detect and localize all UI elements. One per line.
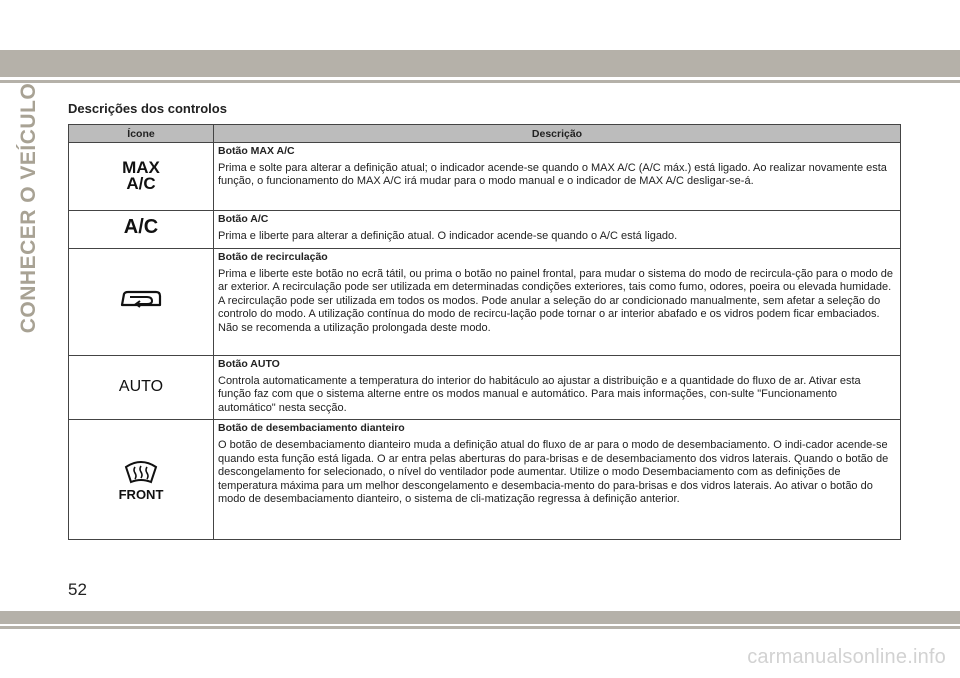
- controls-table: [68, 124, 901, 540]
- footer-band-line: [0, 626, 960, 629]
- row-title: Botão AUTO: [218, 358, 280, 370]
- row-title: Botão de recirculação: [218, 251, 328, 263]
- row-description: Prima e solte para alterar a definição atual; o indicador acende-se quando o MAX A/C (A/C máx.) está ligado. Ao realizar novamente esta função, o funcionamento do MAX A/C irá mudar para o modo manual e o indicador de MAX A/C desligar-se-á.: [218, 161, 887, 188]
- icon-cell: [69, 211, 214, 249]
- table-row: [69, 143, 901, 211]
- auto-icon: AUTO: [118, 377, 164, 395]
- table-row: [69, 211, 901, 249]
- front-defrost-label: FRONT: [118, 487, 164, 503]
- table-row: [69, 420, 901, 540]
- header-description: Descrição: [214, 125, 901, 143]
- row-title: Botão MAX A/C: [218, 145, 295, 157]
- max-ac-icon: [122, 157, 160, 193]
- row-description: O botão de desembaciamento dianteiro muda a definição atual do fluxo de ar para o modo de desembaciamento. O indi-cador acende-se quando esta função está ligada. O ar entra pelas aberturas do para-brisas e de desembaciamento dos vidros laterais. Quando o botão de descongelamento for selecionado, o nível do ventilador pode aumentar. Utilize o modo Desembaciamento com as definições de temperatura máxima para um melhor descongelamento e desembacia-mento do para-brisas e dos vidros laterais. Ao ativar o botão do modo de desembaciamento dianteiro, o sistema de cli-matização regressa à definição anterior.: [218, 438, 889, 506]
- row-description: Prima e liberte este botão no ecrã tátil, ou prima o botão no painel frontal, para mudar o sistema do modo de recircula-ção para o modo de ar exterior. A recirculação pode ser utilizada em determinadas condições exteriores, tais como fumo, odores, poeira ou elevada humidade. A recirculação pode ser utilizada em todos os modos. Pode anular a seleção do ar condicionado manualmente, sem afetar a seleção do controlo do modo. A utilização contínua do modo de recircu-lação pode tornar o ar interior abafado e os vidros podem ficar embaciados. Não se recomenda a utilização prolongada deste modo.: [218, 267, 894, 334]
- row-title: Botão de desembaciamento dianteiro: [218, 422, 405, 435]
- description-cell: [214, 249, 901, 356]
- side-label-text: CONHECER O VEÍCULO: [17, 82, 40, 333]
- description-cell: [214, 211, 901, 249]
- table-row: [69, 356, 901, 420]
- max-ac-icon-line2: A/C: [126, 173, 156, 193]
- ac-icon: A/C: [123, 216, 159, 239]
- watermark: carmanualsonline.info: [747, 646, 946, 668]
- row-description: Prima e liberte para alterar a definição atual. O indicador acende-se quando o A/C está ligado.: [218, 229, 678, 242]
- description-cell: [214, 356, 901, 420]
- table-row: [69, 249, 901, 356]
- page-number: 52: [68, 580, 87, 599]
- section-side-label: [12, 82, 46, 333]
- header-band-bar: [0, 50, 960, 77]
- row-description: Controla automaticamente a temperatura do interior do habitáculo ao ajustar a distribuição e a quantidade do fluxo de ar. Ativar esta função faz com que o sistema alterne entre os modos manual e automático. Para mais informações, con-sulte "Funcionamento automático" nesta secção.: [218, 374, 861, 414]
- recirculation-icon: [116, 301, 166, 313]
- header-icon: Ícone: [69, 125, 214, 143]
- max-ac-icon-line1: MAX: [122, 157, 160, 177]
- section-title: Descrições dos controlos: [68, 101, 227, 116]
- description-cell: [214, 420, 901, 540]
- icon-cell: [69, 420, 214, 540]
- table-header-row: [69, 125, 901, 143]
- icon-cell: [69, 143, 214, 211]
- description-cell: [214, 143, 901, 211]
- footer-band: [0, 611, 960, 624]
- icon-cell: [69, 249, 214, 356]
- header-band: [0, 0, 960, 53]
- row-title: Botão A/C: [218, 213, 269, 225]
- icon-cell: [69, 356, 214, 420]
- header-band-line: [0, 80, 960, 83]
